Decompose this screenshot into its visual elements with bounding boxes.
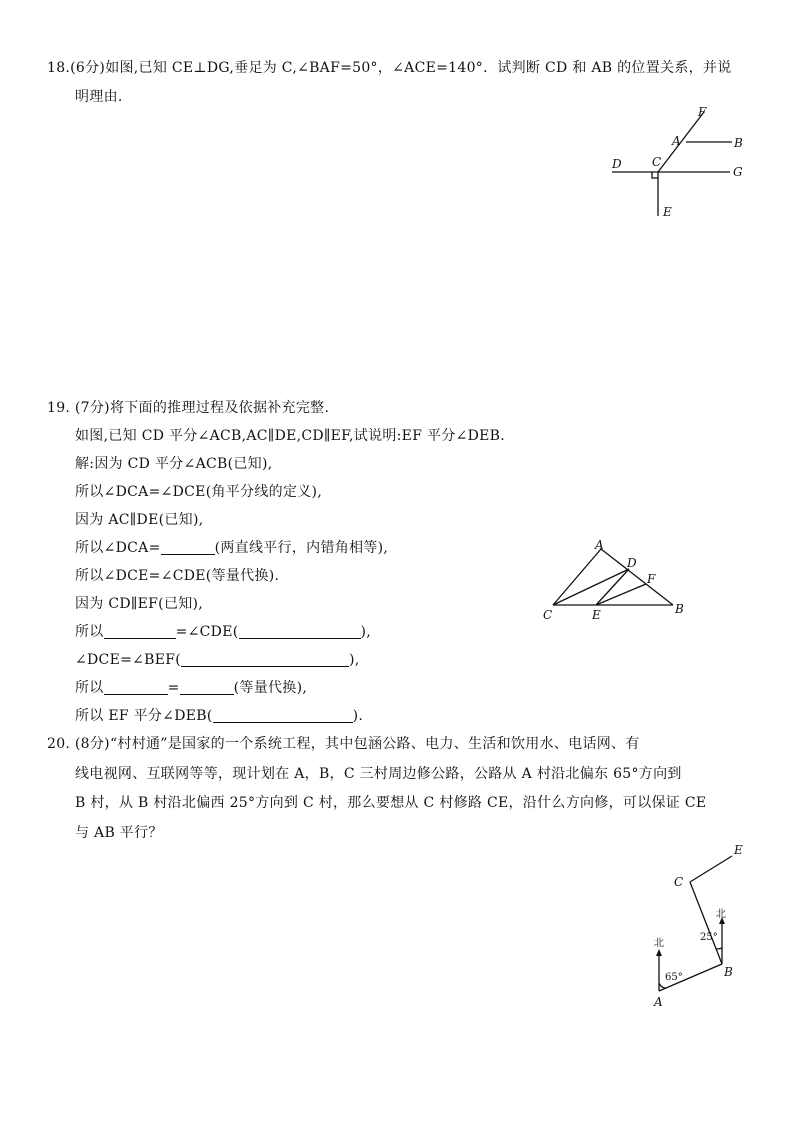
answer-blank-1[interactable]	[161, 540, 215, 555]
q20-label-b: B	[724, 965, 733, 979]
q18-label-f: F	[698, 105, 707, 119]
q19-step-8-text: ∠DCE=∠BEF(	[75, 652, 182, 668]
q18-label-d: D	[612, 157, 622, 171]
q19-step-6: 因为 CD∥EF(已知),	[75, 596, 204, 612]
q19-step-9-reason: (等量代换),	[233, 680, 308, 696]
q19-step-3: 因为 AC∥DE(已知),	[75, 512, 204, 528]
answer-blank-6[interactable]	[180, 680, 234, 695]
q19-step-8	[75, 650, 360, 670]
q19-step-4-reason: (两直线平行，内错角相等),	[214, 540, 389, 556]
q20-north-b: 北	[716, 909, 726, 920]
q20-line-1: 20. (8分)“村村通”是国家的一个系统工程，其中包涵公路、电力、生活和饮用水、电话网、有	[47, 736, 640, 752]
q19-label-f: F	[647, 572, 656, 586]
answer-blank-7[interactable]	[213, 708, 353, 723]
q20-angle-a: 65°	[665, 972, 683, 983]
q18-label-b: B	[734, 136, 743, 150]
q19-step-1: 解:因为 CD 平分∠ACB(已知),	[75, 456, 273, 472]
q18-label-a: A	[672, 134, 681, 148]
q19-step-7-mid: =∠CDE(	[175, 624, 239, 640]
q19-step-10	[75, 706, 363, 726]
q20-label-c: C	[674, 875, 684, 889]
q19-title: 19. (7分)将下面的推理过程及依据补充完整.	[47, 400, 330, 416]
q19-triangle-figure	[535, 535, 695, 625]
q18-figure	[600, 100, 760, 220]
q19-step-5: 所以∠DCE=∠CDE(等量代换).	[75, 568, 280, 584]
answer-blank-5[interactable]	[104, 680, 168, 695]
q19-step-7-end: ),	[360, 624, 372, 640]
q19-step-10-end: ).	[352, 708, 364, 724]
q18-label-c: C	[652, 155, 662, 169]
q19-step-10-text: 所以 EF 平分∠DEB(	[75, 708, 213, 724]
q19-step-4	[75, 538, 388, 558]
q18-label-g: G	[733, 165, 743, 179]
q20-route-figure	[640, 840, 760, 1015]
q18-line-2: 明理由.	[75, 89, 123, 105]
q20-line-3: B 村，从 B 村沿北偏西 25°方向到 C 村，那么要想从 C 村修路 CE，沿什么方向修，可以保证 CE	[75, 795, 707, 811]
q20-line-4: 与 AB 平行？	[75, 825, 163, 841]
q19-step-9	[75, 678, 307, 698]
q19-label-d: D	[627, 556, 637, 570]
q19-step-8-end: ),	[349, 652, 360, 668]
q19-step-4-text: 所以∠DCA=	[75, 540, 161, 556]
q18-line-1: 18.(6分)如图,已知 CE⊥DG,垂足为 C,∠BAF=50°，∠ACE=140°．试判断 CD 和 AB 的位置关系，并说	[47, 60, 732, 76]
q19-step-9-eq: =	[167, 680, 180, 696]
q19-label-e: E	[592, 608, 601, 622]
q20-north-a: 北	[654, 938, 664, 949]
q20-label-a: A	[654, 995, 663, 1009]
q20-angle-b: 25°	[700, 932, 718, 943]
q20-line-2: 线电视网、互联网等等，现计划在 A，B，C 三村周边修公路，公路从 A 村沿北偏东 65°方向到	[75, 766, 682, 782]
q19-label-b: B	[675, 602, 684, 616]
q19-label-c: C	[543, 608, 553, 622]
q19-label-a: A	[595, 538, 604, 552]
answer-blank-3[interactable]	[239, 624, 361, 639]
q18-label-e: E	[663, 205, 672, 219]
answer-blank-4[interactable]	[181, 652, 349, 667]
q20-label-e: E	[734, 843, 743, 857]
q19-step-9-text: 所以	[75, 680, 104, 696]
q19-given: 如图,已知 CD 平分∠ACB,AC∥DE,CD∥EF,试说明:EF 平分∠DEB.	[75, 428, 505, 444]
q19-step-7-text: 所以	[75, 624, 104, 640]
answer-blank-2[interactable]	[104, 624, 176, 639]
q19-step-7	[75, 622, 371, 642]
q19-step-2: 所以∠DCA=∠DCE(角平分线的定义),	[75, 484, 323, 500]
